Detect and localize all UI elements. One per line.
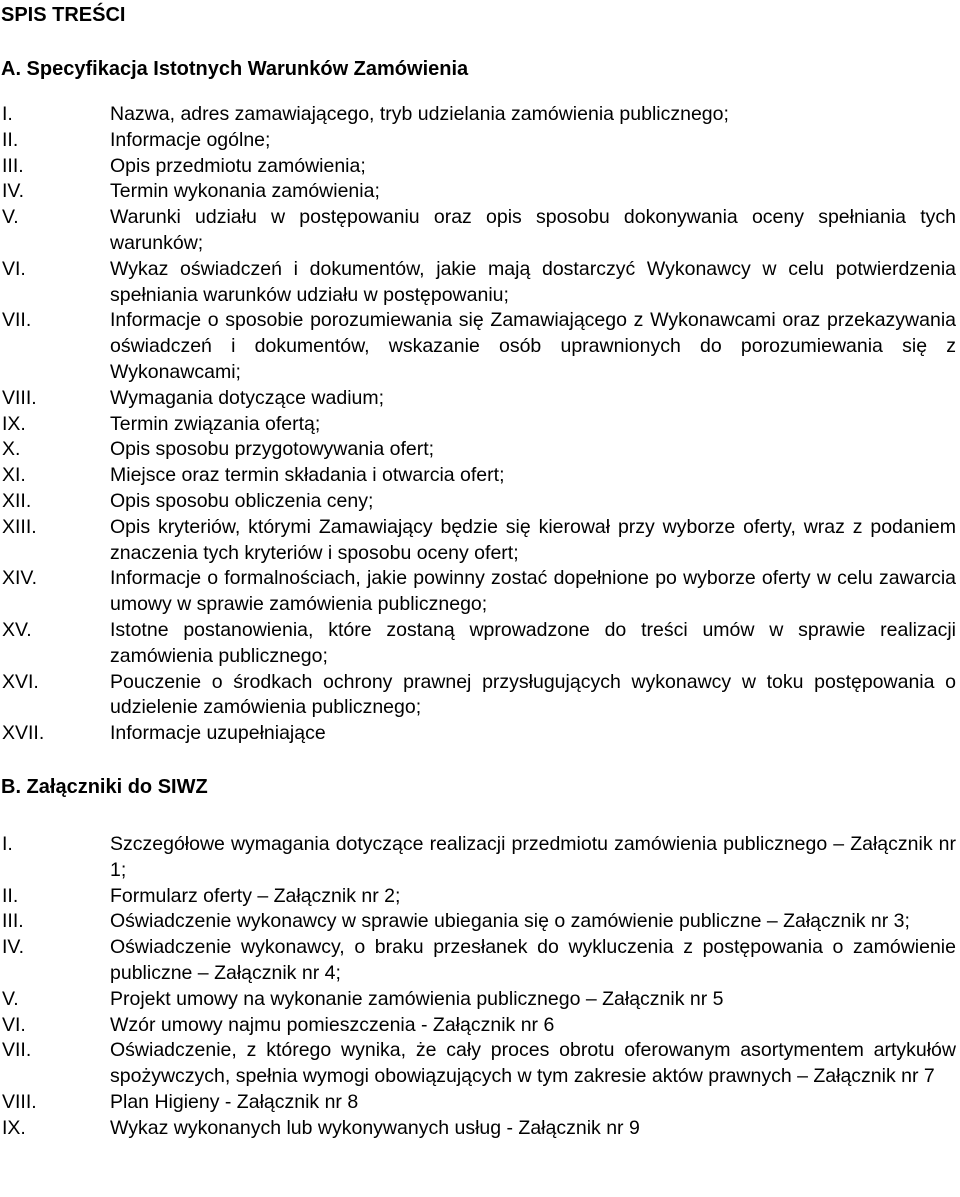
section-a-list	[0, 102, 960, 747]
item-number: VI.	[2, 257, 26, 280]
item-text: Opis kryteriów, którymi Zamawiający będzie się kierował przy wyborze oferty, wraz z podaniem znaczenia tych kryteriów i sposobu oceny ofert;	[110, 515, 956, 564]
toc-title: SPIS TREŚCI	[1, 4, 126, 26]
item-number: IV.	[2, 936, 25, 959]
item-text: Oświadczenie wykonawcy, o braku przesłanek do wykluczenia z postępowania o zamówienie publiczne – Załącznik nr 4;	[110, 936, 956, 984]
item-text: Plan Higieny - Załącznik nr 8	[110, 1090, 359, 1113]
item-text: Opis sposobu obliczenia ceny;	[110, 489, 374, 512]
list-item	[0, 515, 960, 567]
item-text: Nazwa, adres zamawiającego, tryb udzielania zamówienia publicznego;	[110, 103, 729, 125]
item-number: VIII.	[2, 386, 37, 409]
item-text: Informacje ogólne;	[110, 128, 271, 151]
item-text: Wzór umowy najmu pomieszczenia - Załącznik nr 6	[110, 1013, 555, 1036]
item-text: Termin wykonania zamówienia;	[110, 180, 380, 203]
item-number: IX.	[2, 1116, 26, 1139]
list-item	[0, 179, 960, 205]
item-number: V.	[2, 206, 19, 229]
list-item	[0, 884, 960, 910]
item-number: XII.	[2, 489, 32, 512]
item-number: VI.	[2, 1013, 26, 1036]
section-a-heading: A. Specyfikacja Istotnych Warunków Zamówienia	[1, 58, 469, 80]
item-number: IX.	[2, 412, 26, 435]
item-number: VIII.	[2, 1090, 37, 1113]
section-b-list	[0, 832, 960, 1142]
item-text: Informacje uzupełniające	[110, 722, 326, 745]
item-text: Szczegółowe wymagania dotyczące realizacji przedmiotu zamówienia publicznego – Załącznik nr 1;	[110, 833, 956, 881]
item-text: Oświadczenie, z którego wynika, że cały proces obrotu oferowanym asortymentem artykułów spożywczych, spełnia wymogi obowiązujących w tym zakresie aktów prawnych – Załącznik nr 7	[110, 1039, 956, 1088]
item-number: VII.	[2, 309, 32, 332]
item-number: IV.	[2, 180, 25, 203]
list-item	[0, 257, 960, 309]
list-item	[0, 386, 960, 412]
list-item	[0, 832, 960, 884]
list-item	[0, 935, 960, 987]
list-item	[0, 437, 960, 463]
item-number: VII.	[2, 1039, 32, 1062]
item-text: Termin związania ofertą;	[110, 412, 321, 435]
list-item	[0, 489, 960, 515]
item-text: Formularz oferty – Załącznik nr 2;	[110, 884, 401, 907]
item-number: III.	[2, 154, 24, 177]
section-b-heading: B. Załączniki do SIWZ	[1, 776, 208, 798]
list-item	[0, 721, 960, 747]
list-item	[0, 154, 960, 180]
list-item	[0, 670, 960, 722]
item-text: Informacje o formalnościach, jakie powinny zostać dopełnione po wyborze oferty w celu zawarcia umowy w sprawie zamówienia publicznego;	[110, 567, 956, 616]
item-text: Opis sposobu przygotowywania ofert;	[110, 438, 435, 461]
item-text: Opis przedmiotu zamówienia;	[110, 154, 366, 177]
item-text: Projekt umowy na wykonanie zamówienia publicznego – Załącznik nr 5	[110, 987, 724, 1010]
list-item	[0, 128, 960, 154]
item-number: I.	[2, 103, 13, 125]
list-item	[0, 909, 960, 935]
list-item	[0, 1013, 960, 1039]
list-item	[0, 566, 960, 618]
item-text: Oświadczenie wykonawcy w sprawie ubiegania się o zamówienie publiczne – Załącznik nr 3;	[110, 910, 910, 933]
list-item	[0, 412, 960, 438]
list-item	[0, 987, 960, 1013]
list-item	[0, 1116, 960, 1142]
item-text: Pouczenie o środkach ochrony prawnej przysługujących wykonawcy w toku postępowania o udzielenie zamówienia publicznego;	[110, 670, 956, 719]
list-item	[0, 205, 960, 257]
item-number: XIV.	[2, 567, 38, 590]
list-item	[0, 618, 960, 670]
item-text: Informacje o sposobie porozumiewania się Zamawiającego z Wykonawcami oraz przekazywania oświadczeń i dokumentów, wskazanie osób uprawnionych do porozumiewania się z Wykonawcami;	[110, 309, 956, 383]
item-text: Wykaz oświadczeń i dokumentów, jakie mają dostarczyć Wykonawcy w celu potwierdzenia spełniania warunków udziału w postępowaniu;	[110, 257, 956, 306]
item-text: Wykaz wykonanych lub wykonywanych usług - Załącznik nr 9	[110, 1116, 640, 1139]
item-number: V.	[2, 987, 19, 1010]
item-number: X.	[2, 438, 21, 461]
item-number: XV.	[2, 618, 32, 641]
list-item	[0, 1038, 960, 1090]
item-text: Wymagania dotyczące wadium;	[110, 386, 385, 409]
item-text: Miejsce oraz termin składania i otwarcia ofert;	[110, 464, 505, 487]
item-number: XVI.	[2, 670, 39, 693]
item-number: II.	[2, 128, 19, 151]
item-number: XI.	[2, 464, 26, 487]
list-item	[0, 463, 960, 489]
list-item	[0, 1090, 960, 1116]
item-number: II.	[2, 884, 19, 907]
list-item	[0, 102, 960, 128]
list-item	[0, 308, 960, 385]
item-number: III.	[2, 910, 24, 933]
item-number: I.	[2, 833, 13, 855]
item-number: XVII.	[2, 722, 45, 745]
item-text: Warunki udziału w postępowaniu oraz opis sposobu dokonywania oceny spełniania tych warunków;	[110, 206, 956, 254]
item-text: Istotne postanowienia, które zostaną wprowadzone do treści umów w sprawie realizacji zamówienia publicznego;	[110, 618, 956, 667]
item-number: XIII.	[2, 515, 37, 538]
